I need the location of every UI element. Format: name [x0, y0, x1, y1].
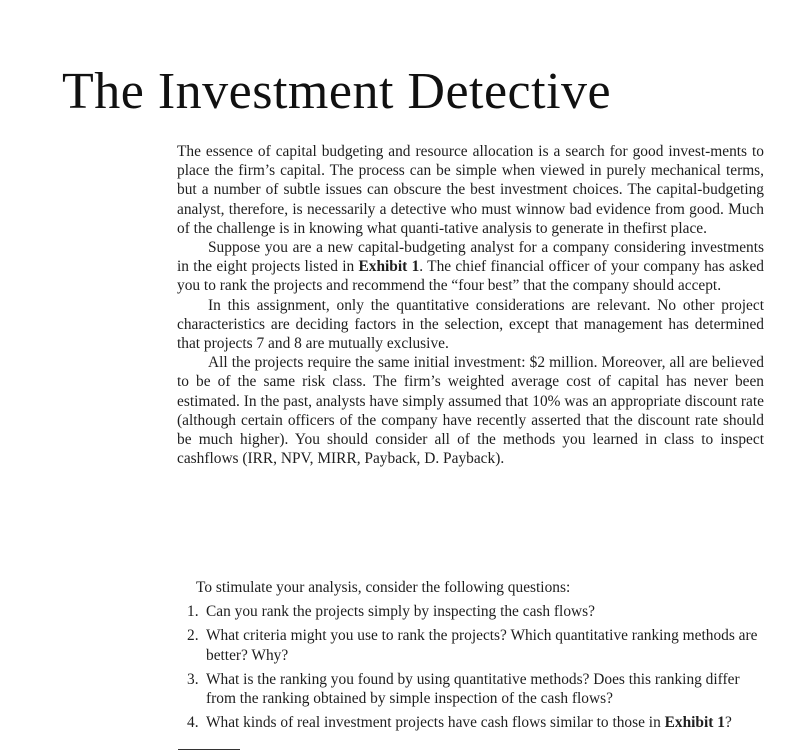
questions-list [177, 602, 767, 732]
footnote-divider [178, 749, 240, 750]
paragraph-investment: All the projects require the same initial investment: $2 million. Moreover, all are believed to be of the same risk class. The firm’s weighted average cost of capital has never been estimated. In the past, analysts have simply assumed that 10% was an appropriate discount rate (although certain officers of the company have recently asserted that the discount rate should be much higher). You should consider all of the methods you learned in class to inspect cashflows (IRR, NPV, MIRR, Payback, D. Payback). [177, 354, 764, 468]
exhibit-reference: Exhibit 1 [358, 258, 420, 276]
question-item [177, 626, 767, 664]
paragraph-assignment [177, 238, 764, 296]
questions-intro: To stimulate your analysis, consider the following questions: [196, 579, 571, 596]
paragraph-intro: The essence of capital budgeting and resource allocation is a search for good invest-ments to place the firm’s capital. The process can be simple when viewed in purely mechanical terms, but a number of subtle issues can obscure the best investment choices. The capital-budgeting analyst, therefore, is necessarily a detective who must winnow bad evidence from good. Much of the challenge is in knowing what quanti-tative analysis to generate in thefirst place. [177, 143, 764, 237]
question-text: Can you rank the projects simply by inspecting the cash flows? [206, 603, 595, 621]
case-body [177, 142, 764, 468]
page-title: The Investment Detective [62, 63, 612, 120]
question-number: 3. [187, 670, 199, 688]
question-item [177, 670, 767, 708]
paragraph-considerations: In this assignment, only the quantitative considerations are relevant. No other project characteristics are deciding factors in the selection, except that management has determined that projects 7 and 8 are mutually exclusive. [177, 296, 764, 353]
questions-section [177, 578, 767, 737]
question-number: 2. [187, 627, 199, 645]
question-text [206, 713, 767, 732]
question-text: What is the ranking you found by using quantitative methods? Does this ranking differ from the ranking obtained by simple inspection of the cash flows? [206, 670, 740, 708]
question-text: What criteria might you use to rank the projects? Which quantitative ranking methods are better? Why? [206, 627, 758, 664]
paragraph-assignment-text-start: Suppose you are a new capital-budgeting analyst for a company considering investments in the eight projects listed in [177, 239, 764, 276]
question-text-start: What kinds of real investment projects have cash flows similar to those in [206, 714, 665, 732]
paragraph-assignment-text-end: . The chief financial officer of your company has asked you to rank the projects and recommend the “four best” that the company should accept. [177, 258, 764, 295]
question-item [177, 602, 767, 621]
question-text-end: ? [724, 714, 732, 732]
question-item [177, 713, 767, 732]
question-number: 1. [187, 603, 199, 621]
question-number: 4. [187, 714, 199, 732]
exhibit-reference: Exhibit 1 [664, 714, 725, 732]
